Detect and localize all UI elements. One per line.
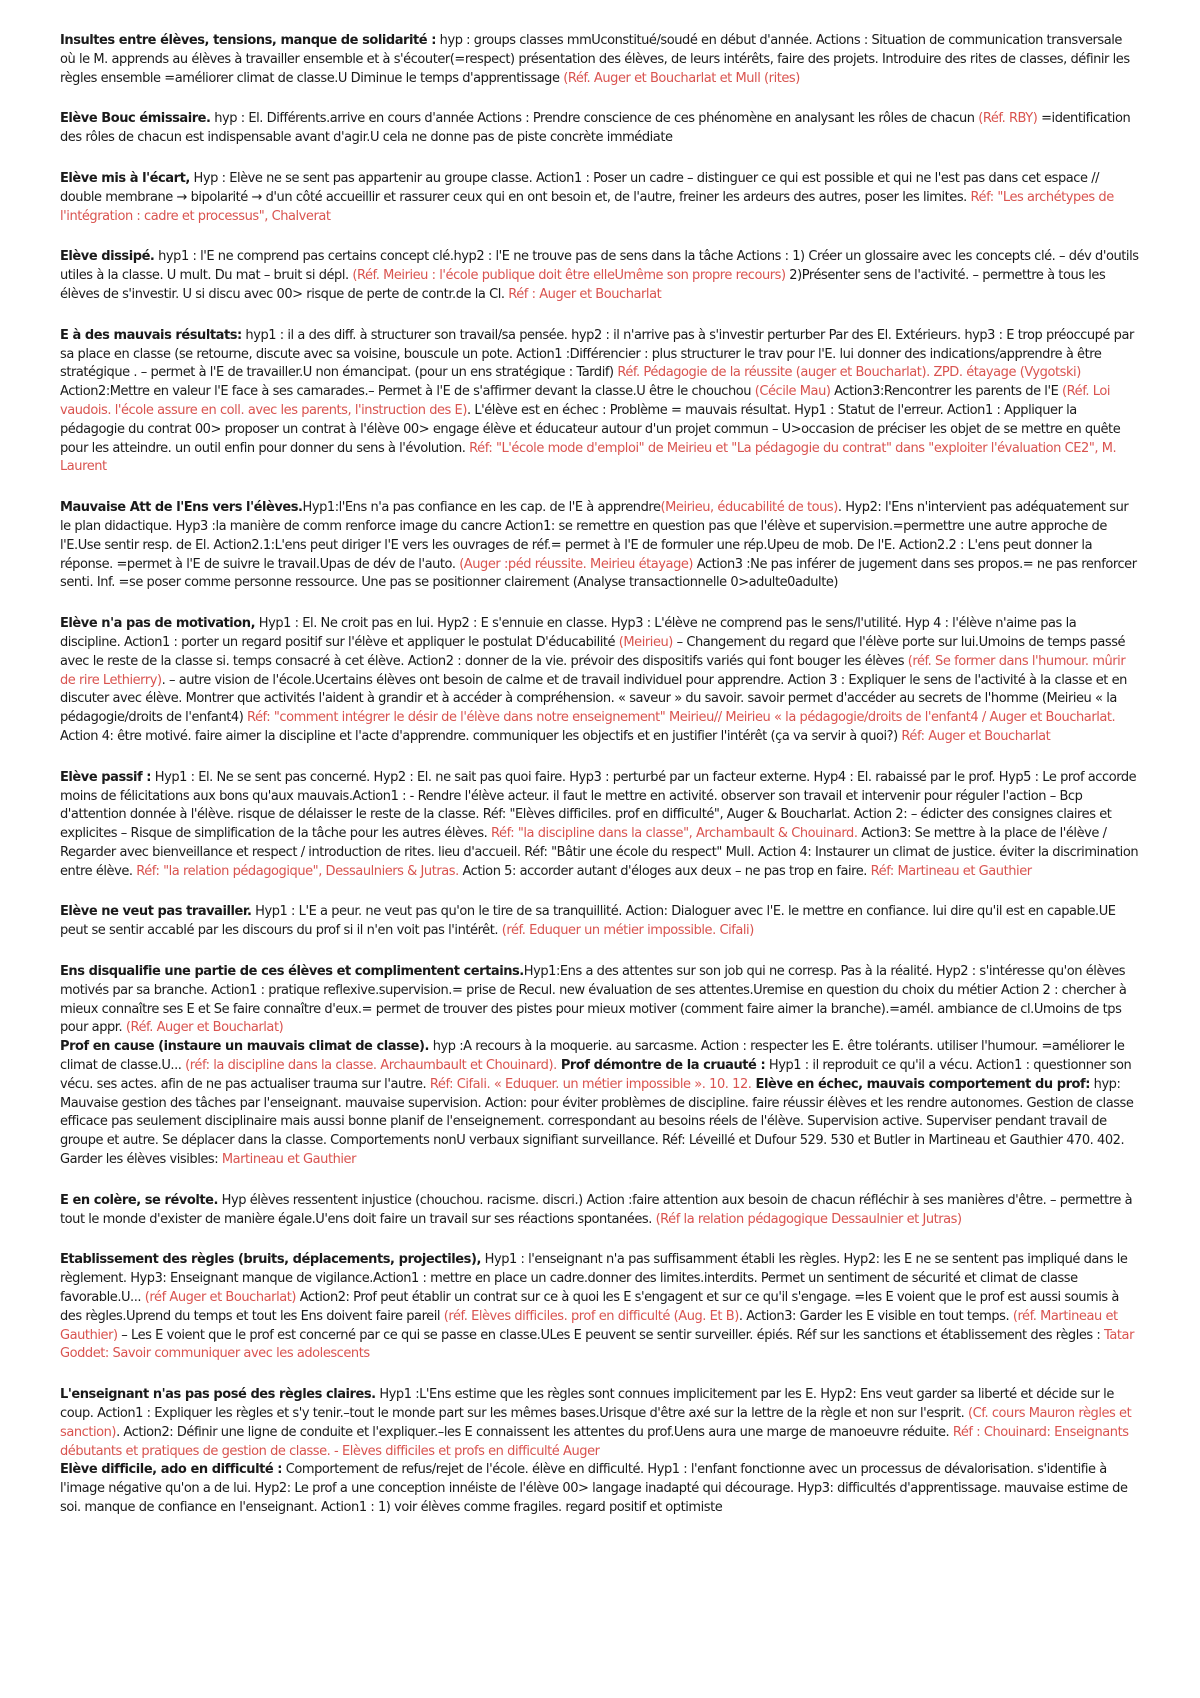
- reference-citation: (Cf. cours Mauron règles et sanction): [60, 1406, 1132, 1440]
- topic-heading: Elève n'a pas de motivation,: [60, 616, 256, 632]
- topic-heading: Elève difficile, ado en difficulté :: [60, 1462, 283, 1478]
- topic-heading: Elève passif :: [60, 769, 152, 785]
- reference-citation: Réf: Auger et Boucharlat: [901, 728, 1051, 744]
- paragraph: [60, 110, 1140, 148]
- topic-heading: Elève mis à l'écart,: [60, 170, 190, 186]
- body-text: hyp: Mauvaise gestion des tâches par l'enseignant. mauvaise supervision. Action: pour éviter problèmes de discipline. faire réussir élèves et les rendre autonomes. Gestion de classe efficace pas seulement disciplinaire mais aussi bonne planif de l'enseignement. correspondant au besoins réels de l'élève. Supervision active. Superviser pendant travail de groupe et autre. Se déplacer dans la classe. Comportements nonU verbaux signifiant surveillance. Réf: Léveillé et Dufour 529. 530 et Butler in Martineau et Gauthier 470. 402. Garder les élèves visibles:: [60, 1076, 1134, 1168]
- reference-citation: (réf. Eduquer un métier impossible. Cifali): [501, 923, 754, 939]
- reference-citation: (Réf. Auger et Boucharlat): [125, 1020, 284, 1036]
- reference-citation: Réf : Chouinard: Enseignants débutants et pratiques de gestion de classe. - Elèves difficiles et profs en difficulté Auger: [60, 1424, 1129, 1459]
- body-text: 2)Présenter sens de l'activité. – permettre à tous les élèves de s'investir. U si discu avec 00> risque de perte de contr.de la Cl.: [60, 268, 1106, 302]
- body-text: hyp1 : l'E ne comprend pas certains concept clé.hyp2 : l'E ne trouve pas de sens dans la tâche Actions : 1) Créer un glossaire avec les concepts clé. – dév d'outils utiles à la classe. U mult. Du mat – bruit si dépl.: [60, 249, 1139, 284]
- body-text: . L'élève est en échec : Problème = mauvais résultat. Hyp1 : Statut de l'erreur. Action1 : Appliquer la pédagogie du contrat 00> proposer un contrat à l'élève 00> engage élève et éducateur autour d'un projet commun – U>occasion de préciser les objet de se mettre en quête pour les atteindre. un outil enfin pour donner du sens à l'évolution.: [60, 402, 1121, 456]
- body-text: . Action3: Garder les E visible en tout temps.: [738, 1308, 1013, 1324]
- reference-citation: (réf. Elèves difficiles. prof en difficulté (Aug. Et B): [443, 1308, 739, 1324]
- topic-heading: E à des mauvais résultats:: [60, 327, 242, 343]
- topic-heading: Prof démontre de la cruauté :: [556, 1058, 766, 1074]
- reference-citation: Réf: Cifali. « Eduquer. un métier impossible ». 10. 12.: [429, 1076, 752, 1092]
- body-text: hyp1 : il a des diff. à structurer son travail/sa pensée. hyp2 : il n'arrive pas à s'investir perturber Par des El. Extérieurs. hyp3 : E trop préoccupé par sa place en classe (se retourne, discute avec sa voisine, bouscule un pote. Action1 :Différencier : plus structurer le trav pour l'E. lui donner des indications/apprendre à être stratégique . – permet à l'E de travailler.U non émancipat. (pour un ens stratégique : Tardif): [60, 327, 1134, 381]
- reference-citation: (Réf la relation pédagogique Dessaulnier et Jutras): [655, 1211, 962, 1227]
- paragraph: [60, 32, 1140, 88]
- paragraph: [60, 1192, 1140, 1230]
- body-text: Hyp1 : il reproduit ce qu'il a vécu. Action1 : questionner son vécu. ses actes. afin de ne pas actualiser trauma sur l'autre.: [60, 1058, 1132, 1092]
- topic-heading: Elève Bouc émissaire.: [60, 111, 211, 127]
- body-text: Action3:Rencontrer les parents de l'E: [830, 384, 1063, 400]
- body-text: . Action2: Définir une ligne de conduite et l'expliquer.–les E connaissent les attentes du prof.Uens aura une marge de manoeuvre réduite.: [116, 1424, 953, 1440]
- body-text: Action2: Prof peut établir un contrat sur ce à quoi les E s'engagent et sur ce qu'il s'engage. =les E voient que le prof est aussi soumis à des règles.Uprend du temps et tout les Ens doivent faire pareil: [60, 1290, 1119, 1324]
- reference-citation: (réf. Se former dans l'humour. mûrir de rire Lethierry): [60, 653, 1126, 688]
- reference-citation: Réf: Martineau et Gauthier: [870, 863, 1032, 879]
- body-text: Hyp1 : l'enseignant n'a pas suffisamment établi les règles. Hyp2: les E ne se sentent pas impliqué dans le règlement. Hyp3: Enseignant manque de vigilance.Action1 : mettre en place un cadre.donner des limites.interdits. Permet un sentiment de sécurité et climat de classe favorable.U...: [60, 1252, 1128, 1306]
- paragraph: [60, 248, 1140, 304]
- reference-citation: Martineau et Gauthier: [221, 1152, 357, 1168]
- paragraph: [60, 769, 1140, 882]
- body-text: Action 4: être motivé. faire aimer la discipline et l'acte d'apprendre. communiquer les objectifs et en justifier l'intérêt (ça va servir à quoi?): [60, 728, 902, 744]
- reference-citation: (Réf. RBY): [978, 111, 1038, 127]
- body-text: Hyp1 :L'Ens estime que les règles sont connues implicitement par les E. Hyp2: Ens veut garder sa liberté et décide sur le coup. Action1 : Expliquer les règles et s'y tenir.–tout le monde part sur les mêmes bases.Urisque d'être axé sur la lettre de la règle et non sur l'esprit.: [60, 1387, 1114, 1422]
- reference-citation: Réf: "L'école mode d'emploi" de Meirieu et "La pédagogie du contrat" dans "exploiter l'évaluation CE2", M. Laurent: [60, 440, 1117, 475]
- topic-heading: Mauvaise Att de l'Ens vers l'élèves.: [60, 500, 303, 516]
- paragraph: [60, 1386, 1140, 1461]
- paragraph: [60, 615, 1140, 747]
- topic-heading: Elève en échec, mauvais comportement du prof:: [751, 1076, 1090, 1092]
- paragraph: [60, 1251, 1140, 1364]
- reference-citation: Réf: "comment intégrer le désir de l'élève dans notre enseignement" Meirieu// Meirieu « la pédagogie/droits de l'enfant4 / Auger et Boucharlat.: [247, 710, 1116, 726]
- reference-citation: (réf: la discipline dans la classe. Archaumbault et Chouinard).: [185, 1058, 557, 1074]
- topic-heading: Insultes entre élèves, tensions, manque de solidarité :: [60, 33, 436, 48]
- reference-citation: Réf: "la relation pédagogique", Dessaulniers & Jutras.: [136, 863, 459, 879]
- document-body: [60, 32, 1140, 1540]
- topic-heading: Elève dissipé.: [60, 249, 155, 265]
- body-text: Action2:Mettre en valeur l'E face à ses camarades.– Permet à l'E de s'affirmer devant la classe.U être le chouchou: [60, 384, 755, 400]
- reference-citation: (Cécile Mau): [754, 384, 831, 400]
- body-text: Comportement de refus/rejet de l'école. élève en difficulté. Hyp1 : l'enfant fonctionne avec un processus de dévalorisation. s'identifie à l'image négative qu'on a de lui. Hyp2: Le prof a une conception innéiste de l'élève 00> langage inadapté qui décourage. Hyp3: difficultés d'apprentissage. mauvaise estime de soi. manque de confiance en l'enseignant. Action1 : 1) voir élèves comme fragiles. regard positif et optimiste: [60, 1462, 1128, 1515]
- body-text: Hyp1:Ens a des attentes sur son job qui ne corresp. Pas à la réalité. Hyp2 : s'intéresse qu'on élèves motivés par sa branche. Action1 : pratique reflexive.supervision.= prise de Recul. new évaluation de ses attentes.Uremise en question du choix du métier Action 2 : chercher à mieux connaître ses E et Se faire connaître d'eux.= permet de trouver des pistes pour mieux motiver (comment faire aimer la branche).=amél. ambiance de cl.Umoins de tps pour appr.: [60, 964, 1127, 1036]
- reference-citation: Réf: "la discipline dans la classe", Archambault & Chouinard.: [491, 826, 858, 842]
- topic-heading: Etablissement des règles (bruits, déplacements, projectiles),: [60, 1252, 481, 1268]
- topic-heading: E en colère, se révolte.: [60, 1192, 218, 1208]
- body-text: Hyp1:l'Ens n'a pas confiance en les cap. de l'E à apprendre: [302, 500, 661, 516]
- paragraph: [60, 327, 1140, 477]
- paragraph: [60, 170, 1140, 226]
- paragraph: [60, 1461, 1140, 1517]
- topic-heading: Elève ne veut pas travailler.: [60, 904, 252, 920]
- reference-citation: (réf Auger et Boucharlat): [144, 1290, 297, 1306]
- reference-citation: Réf: "Les archétypes de l'intégration : cadre et processus", Chalverat: [60, 189, 1114, 224]
- body-text: . – autre vision de l'école.Ucertains élèves ont besoin de calme et de travail individuel pour apprendre. Action 3 : Expliquer le sens de l'activité à la classe et en discuter avec élève. Montrer que activités l'aident à grandir et à accéder à compréhension. « saveur » du savoir. savoir permet d'accéder au secrets de l'homme (Meirieu « la pédagogie/droits de l'enfant4): [60, 672, 1127, 726]
- reference-citation: (Réf. Meirieu : l'école publique doit être elleUmême son propre recours): [352, 268, 786, 284]
- reference-citation: (Réf. Loi vaudois. l'école assure en coll. avec les parents, l'instruction des E): [60, 384, 1110, 418]
- reference-citation: Réf : Auger et Boucharlat: [508, 286, 662, 302]
- body-text: Hyp1 : El. Ne croit pas en lui. Hyp2 : E s'ennuie en classe. Hyp3 : L'élève ne comprend pas le sens/l'utilité. Hyp 4 : l'élève n'aime pas la discipline. Action1 : porter un regard positif sur l'élève et appliquer le postulat D'éducabilité: [60, 616, 1077, 650]
- body-text: – Les E voient que le prof est concerné par ce qui se passe en classe.ULes E peuvent se sentir surveiller. épiés. Réf sur les sanctions et établissement des règles :: [117, 1327, 1105, 1343]
- reference-citation: (Réf. Auger et Boucharlat et Mull (rites): [563, 70, 800, 86]
- body-text: – Changement du regard que l'élève porte sur lui.Umoins de temps passé avec le reste de la classe si. temps consacré à cet élève. Action2 : donner de la vie. prévoir des dispositifs variés qui font bouger les élèves: [60, 634, 1126, 669]
- reference-citation: (Auger :péd réussite. Meirieu étayage): [459, 556, 694, 572]
- reference-citation: (Meirieu): [618, 634, 673, 650]
- paragraph: [60, 903, 1140, 941]
- body-text: =identification des rôles de chacun est indispensable avant d'agir.U cela ne donne pas de piste concrète immédiate: [60, 111, 1131, 146]
- reference-citation: Réf. Pédagogie de la réussite (auger et Boucharlat). ZPD. étayage (Vygotski): [617, 365, 1081, 381]
- reference-citation: Tatar Goddet: Savoir communiquer avec les adolescents: [60, 1327, 1134, 1362]
- topic-heading: Ens disqualifie une partie de ces élèves et complimentent certains.: [60, 964, 524, 980]
- reference-citation: (Meirieu, éducabilité de tous): [660, 500, 838, 516]
- body-text: Hyp élèves ressentent injustice (chouchou. racisme. discri.) Action :faire attention aux besoin de chacun réfléchir à ses manières d'être. – permettre à tout le monde d'exister de manière égale.U'ens doit faire un travail sur ses réactions spontanées.: [60, 1192, 1133, 1227]
- body-text: Hyp : Elève ne se sent pas appartenir au groupe classe. Action1 : Poser un cadre – distinguer ce qui est possible et qui ne l'est pas dans cet espace // double membrane → bipolarité → d'un côté accueillir et rassurer ceux qui en ont besoin et, de l'autre, freiner les ardeurs des autres, poser les limites.: [60, 170, 1100, 205]
- body-text: Hyp1 : L'E a peur. ne veut pas qu'on le tire de sa tranquillité. Action: Dialoguer avec l'E. le mettre en confiance. lui dire qu'il est en capable.UE peut se sentir accablé par les discours du prof si il n'en voit pas l'intérêt.: [60, 904, 1116, 939]
- topic-heading: L'enseignant n'as pas posé des règles claires.: [60, 1387, 376, 1403]
- paragraph: [60, 1038, 1140, 1170]
- body-text: hyp :A recours à la moquerie. au sarcasme. Action : respecter les E. être tolérants. utiliser l'humour. =améliorer le climat de classe.U...: [60, 1039, 1125, 1074]
- reference-citation: (réf. Martineau et Gauthier): [60, 1308, 1118, 1343]
- body-text: Action3 :Ne pas inférer de jugement dans ses propos.= ne pas renforcer senti. Inf. =se poser comme personne ressource. Une pas se positionner clairement (Analyse transactionnelle 0>adulte0adulte): [60, 556, 1137, 591]
- paragraph: [60, 499, 1140, 593]
- paragraph: [60, 963, 1140, 1038]
- body-text: Action 5: accorder autant d'éloges aux deux – ne pas trop en faire.: [458, 863, 871, 879]
- body-text: hyp : El. Différents.arrive en cours d'année Actions : Prendre conscience de ces phénomène en analysant les rôles de chacun: [210, 111, 979, 127]
- topic-heading: Prof en cause (instaure un mauvais climat de classe).: [60, 1039, 430, 1055]
- body-text: Action3: Se mettre à la place de l'élève / Regarder avec bienveillance et respect / introduction de rites. lieu d'accueil. Réf: "Bâtir une école du respect" Mull. Action 4: Instaurer un climat de justice. éviter la discrimination entre élève.: [60, 826, 1139, 879]
- body-text: Hyp1 : El. Ne se sent pas concerné. Hyp2 : El. ne sait pas quoi faire. Hyp3 : perturbé par un facteur externe. Hyp4 : El. rabaissé par le prof. Hyp5 : Le prof accorde moins de félicitations aux bons qu'aux mauvais.Action1 : - Rendre l'élève acteur. il faut le mettre en activité. observer son travail et intervenir pour réguler l'action – Bcp d'attention donnée à l'élève. risque de délaisser le reste de la classe. Réf: "Elèves difficiles. prof en difficulté", Auger & Boucharlat. Action 2: – édicter des consignes claires et explicites – Risque de simplification de la tâche pour les autres élèves.: [60, 769, 1137, 842]
- body-text: hyp : groups classes mmUconstitué/soudé en début d'année. Actions : Situation de communication transversale où le M. apprends au élèves à travailler ensemble et à s'écouter(=respect) présentation des élèves, de leurs intérêts, faire des projets. Introduire des rites de classes, définir les règles ensemble =améliorer climat de classe.U Diminue le temps d'apprentissage: [60, 33, 1130, 86]
- body-text: . Hyp2: l'Ens n'intervient pas adéquatement sur le plan didactique. Hyp3 :la manière de comm renforce image du cancre Action1: se remettre en question pas que l'élève et supervision.=permettre une autre approche de l'E.Use sentir resp. de El. Action2.1:L'ens peut diriger l'E vers les ouvrages de réf.= permet à l'E de formuler une rép.Upeu de mob. De l'E. Action2.2 : L'ens peut donner la réponse. =permet à l'E de suivre le travail.Upas de dév de l'auto.: [60, 500, 1129, 572]
